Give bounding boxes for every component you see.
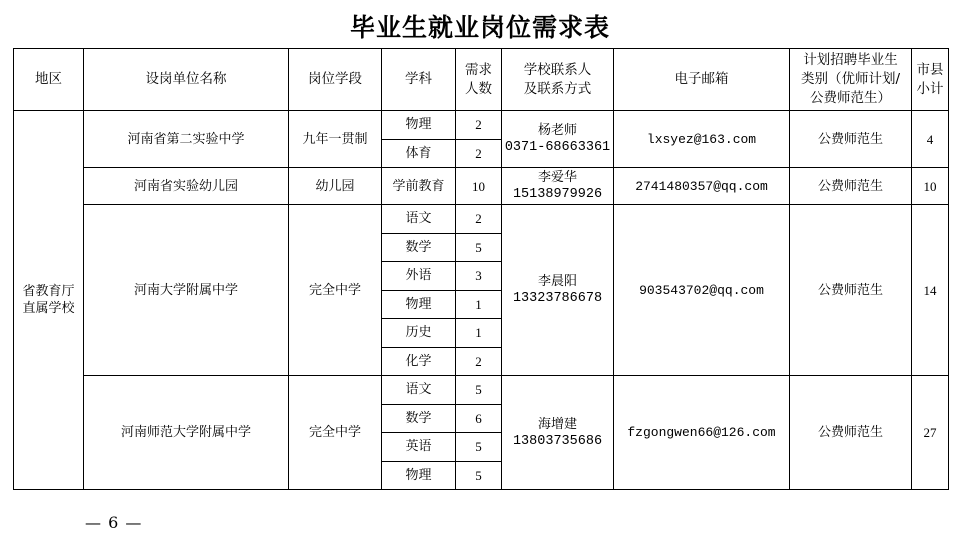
- email-cell: 903543702@qq.com: [614, 205, 790, 376]
- email-cell: 2741480357@qq.com: [614, 168, 790, 205]
- subtotal-cell: 14: [912, 205, 949, 376]
- header-category-line3: 公费师范生）: [810, 90, 891, 106]
- school-stage: 九年一贯制: [289, 111, 382, 168]
- page-number: — 6 —: [85, 513, 143, 532]
- demand-count: 10: [456, 168, 502, 205]
- table-row: [14, 205, 949, 234]
- school-stage: 完全中学: [289, 376, 382, 490]
- contact-phone: 13803735686: [512, 433, 603, 449]
- contact-name: 李爱华: [537, 170, 577, 185]
- table-row: [14, 168, 949, 205]
- subject-cell: 物理: [382, 461, 456, 490]
- demand-count: 2: [456, 139, 502, 168]
- header-email: 电子邮箱: [614, 49, 790, 111]
- header-contact-line1: 学校联系人: [523, 61, 592, 78]
- category-cell: 公费师范生: [790, 376, 912, 490]
- header-subtotal: [912, 49, 949, 111]
- subject-cell: 数学: [382, 233, 456, 262]
- school-stage: 完全中学: [289, 205, 382, 376]
- school-name: 河南师范大学附属中学: [84, 376, 289, 490]
- subject-cell: 英语: [382, 433, 456, 462]
- school-name: 河南省第二实验中学: [84, 111, 289, 168]
- header-contact-line2: 及联系方式: [523, 80, 592, 97]
- subject-cell: 物理: [382, 290, 456, 319]
- subject-cell: 化学: [382, 347, 456, 376]
- contact-phone: 13323786678: [512, 291, 603, 306]
- demand-count: 5: [456, 461, 502, 490]
- subject-cell: 物理: [382, 111, 456, 140]
- contact-name: 海增建: [537, 416, 577, 432]
- subject-cell: 语文: [382, 205, 456, 234]
- subject-cell: 数学: [382, 404, 456, 433]
- header-category: [790, 49, 912, 111]
- region-line1: 省教育厅: [22, 284, 75, 299]
- subtotal-cell: 27: [912, 376, 949, 490]
- header-demand-line2: 人数: [465, 80, 492, 97]
- header-category-line2: 类别（优师计划/: [800, 71, 901, 87]
- header-subtotal-line1: 市县: [916, 61, 944, 78]
- header-contact: [502, 49, 614, 111]
- demand-count: 2: [456, 347, 502, 376]
- contact-cell: [502, 111, 614, 168]
- subject-cell: 历史: [382, 319, 456, 348]
- contact-cell: [502, 168, 614, 205]
- school-stage: 幼儿园: [289, 168, 382, 205]
- table-row: [14, 111, 949, 140]
- page-title: 毕业生就业岗位需求表: [349, 13, 610, 42]
- header-subtotal-line2: 小计: [916, 80, 944, 97]
- region-cell: [14, 111, 84, 490]
- category-cell: 公费师范生: [790, 111, 912, 168]
- demand-count: 3: [456, 262, 502, 291]
- header-region: 地区: [14, 49, 84, 111]
- demand-count: 5: [456, 376, 502, 405]
- header-stage: 岗位学段: [289, 49, 382, 111]
- email-cell: fzgongwen66@126.com: [614, 376, 790, 490]
- header-demand: [456, 49, 502, 111]
- contact-cell: [502, 205, 614, 376]
- demand-count: 2: [456, 111, 502, 140]
- subject-cell: 语文: [382, 376, 456, 405]
- school-name: 河南大学附属中学: [84, 205, 289, 376]
- header-demand-line1: 需求: [465, 61, 492, 78]
- header-unit: 设岗单位名称: [84, 49, 289, 111]
- table-row: [14, 376, 949, 405]
- email-cell: lxsyez@163.com: [614, 111, 790, 168]
- header-row: [14, 49, 949, 111]
- demand-count: 1: [456, 290, 502, 319]
- header-category-line1: 计划招聘毕业生: [803, 52, 898, 68]
- demand-count: 1: [456, 319, 502, 348]
- header-subject: 学科: [382, 49, 456, 111]
- contact-phone: 15138979926: [512, 187, 603, 202]
- demand-count: 5: [456, 233, 502, 262]
- category-cell: 公费师范生: [790, 168, 912, 205]
- subject-cell: 外语: [382, 262, 456, 291]
- contact-name: 杨老师: [537, 123, 577, 138]
- demand-count: 5: [456, 433, 502, 462]
- school-name: 河南省实验幼儿园: [84, 168, 289, 205]
- subtotal-cell: 4: [912, 111, 949, 168]
- demand-count: 2: [456, 205, 502, 234]
- subtotal-cell: 10: [912, 168, 949, 205]
- demand-count: 6: [456, 404, 502, 433]
- contact-phone: 0371-68663361: [504, 140, 611, 155]
- subject-cell: 学前教育: [382, 168, 456, 205]
- region-line2: 直属学校: [22, 301, 75, 316]
- contact-name: 李晨阳: [537, 274, 577, 289]
- contact-cell: [502, 376, 614, 490]
- job-demand-table: [13, 48, 949, 490]
- category-cell: 公费师范生: [790, 205, 912, 376]
- subject-cell: 体育: [382, 139, 456, 168]
